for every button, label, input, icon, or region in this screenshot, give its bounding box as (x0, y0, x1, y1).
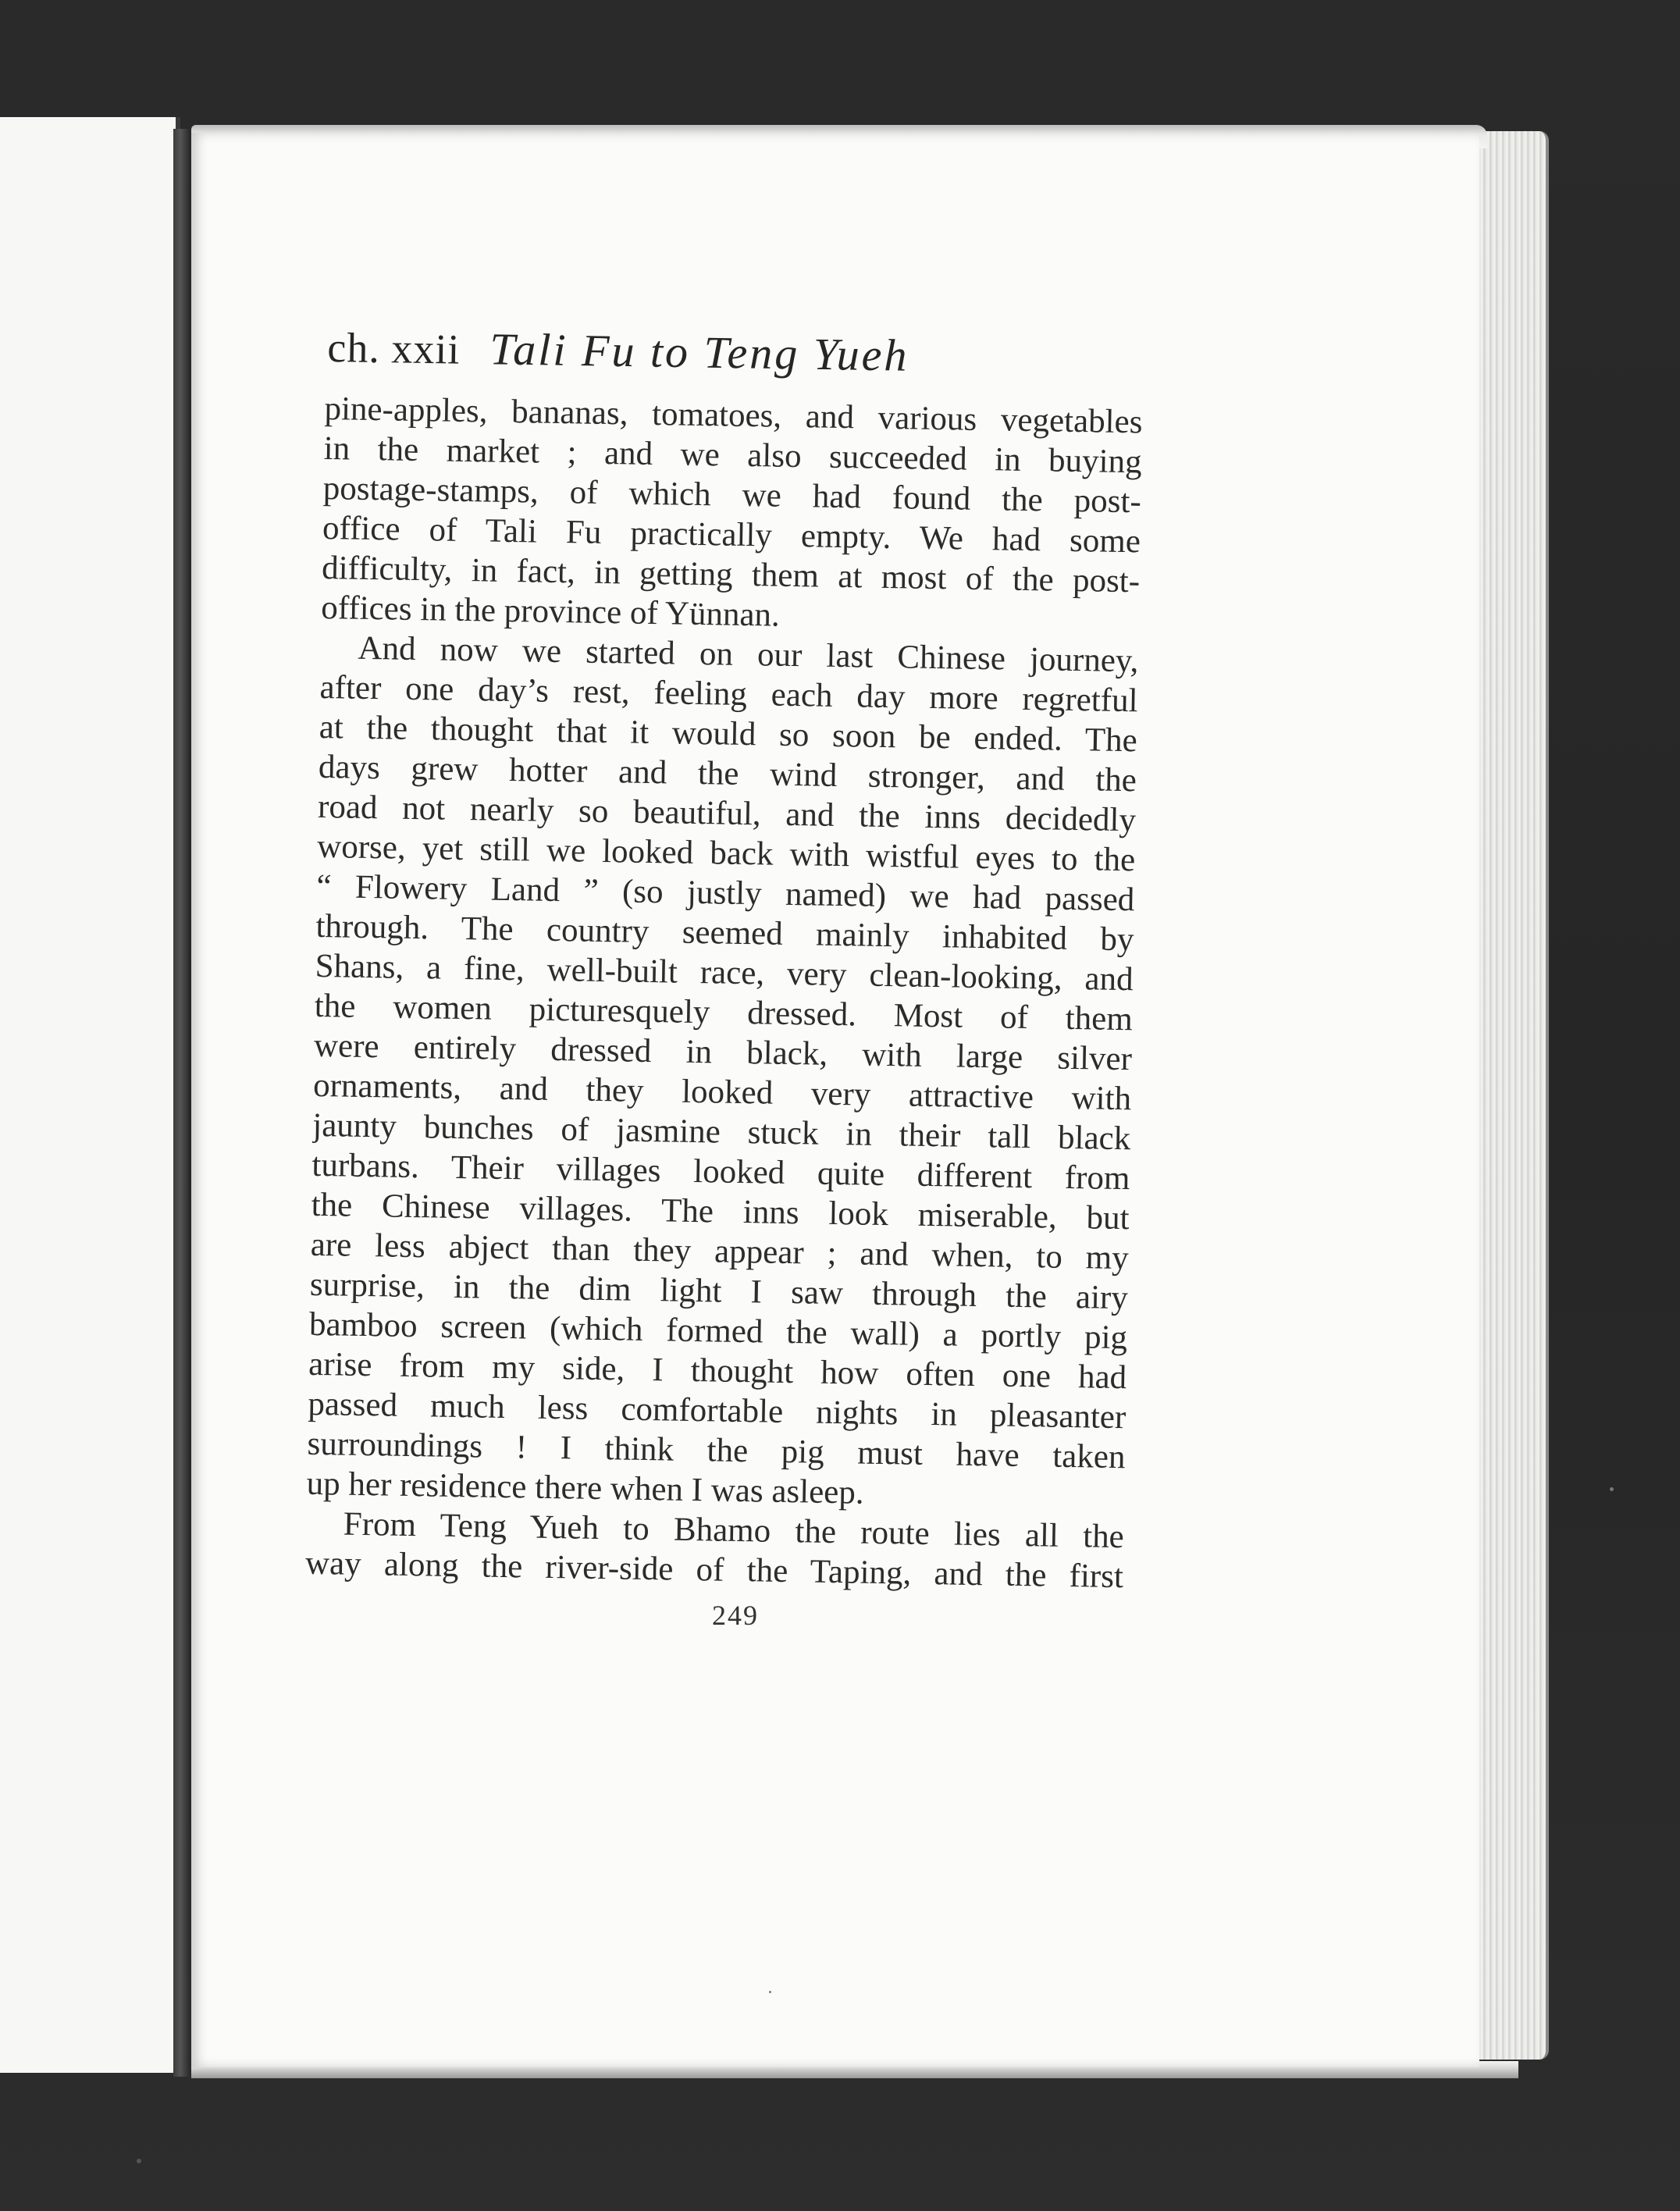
text-line: surroundings ! I think the pig must have taken (307, 1425, 1126, 1476)
text-line: are less abject than they appear ; and when, to my (310, 1226, 1130, 1277)
scan-speck (137, 2159, 141, 2163)
text-line: the Chinese villages. The inns look miserable, but (311, 1186, 1130, 1237)
text-line: days grew hotter and the wind stronger, and the (318, 748, 1137, 799)
text-line: way along the river-side of the Taping, and the first (304, 1544, 1124, 1596)
text-line: offices in the province of Yünnan. (320, 589, 781, 634)
text-line: up her residence there when I was asleep. (306, 1465, 864, 1511)
text-line: through. The country seemed mainly inhabited by (315, 907, 1134, 959)
book-gutter (173, 129, 189, 2077)
text-line: And now we started on our last Chinese journey, (358, 629, 1139, 680)
text-line: arise from my side, I thought how often one had (308, 1345, 1127, 1397)
text-line: road not nearly so beautiful, and the inns decidedly (317, 788, 1137, 839)
text-line: the women picturesquely dressed. Most of them (314, 987, 1134, 1038)
text-line: at the thought that it would so soon be ended. The (319, 708, 1138, 760)
text-line: bamboo screen (which formed the wall) a portly pig (308, 1305, 1128, 1357)
text-line: From Teng Yueh to Bhamo the route lies all the (343, 1505, 1125, 1556)
text-line: Shans, a fine, well-built race, very clean-looking, and (315, 947, 1134, 999)
text-line: in the market ; and we also succeeded in buying (323, 429, 1142, 481)
text-line: postage-stamps, of which we had found the post- (322, 469, 1142, 521)
text-line: jaunty bunches of jasmine stuck in their tall black (311, 1106, 1131, 1158)
left-page (0, 117, 180, 2073)
text-line: pine-apples, bananas, tomatoes, and various vegetables (324, 390, 1143, 441)
page-number: 249 (712, 1600, 759, 1631)
text-line: worse, yet still we looked back with wistful eyes to the (316, 828, 1136, 879)
text-line: were entirely dressed in black, with large silver (313, 1027, 1133, 1078)
text-line: difficulty, in fact, in getting them at most of the post- (321, 549, 1141, 600)
text-line: surprise, in the dim light I saw through the airy (309, 1266, 1129, 1317)
text-line: passed much less comfortable nights in pleasanter (308, 1385, 1127, 1437)
text-line: office of Tali Fu practically empty. We had some (322, 509, 1141, 561)
text-line: ornaments, and they looked very attractive with (312, 1066, 1132, 1118)
scan-speck (769, 1991, 771, 1993)
text-line: turbans. Their villages looked quite different from (311, 1146, 1130, 1198)
text-line: “ Flowery Land ” (so justly named) we had passed (316, 867, 1135, 919)
body-text (305, 389, 1143, 1597)
scan-speck (1610, 1487, 1614, 1491)
page-edges (1468, 131, 1549, 2060)
chapter-label: ch. xxii (326, 323, 461, 373)
text-line: after one day’s rest, feeling each day more regretful (319, 668, 1138, 720)
running-head-title: Tali Fu to Teng Yueh (489, 323, 909, 381)
